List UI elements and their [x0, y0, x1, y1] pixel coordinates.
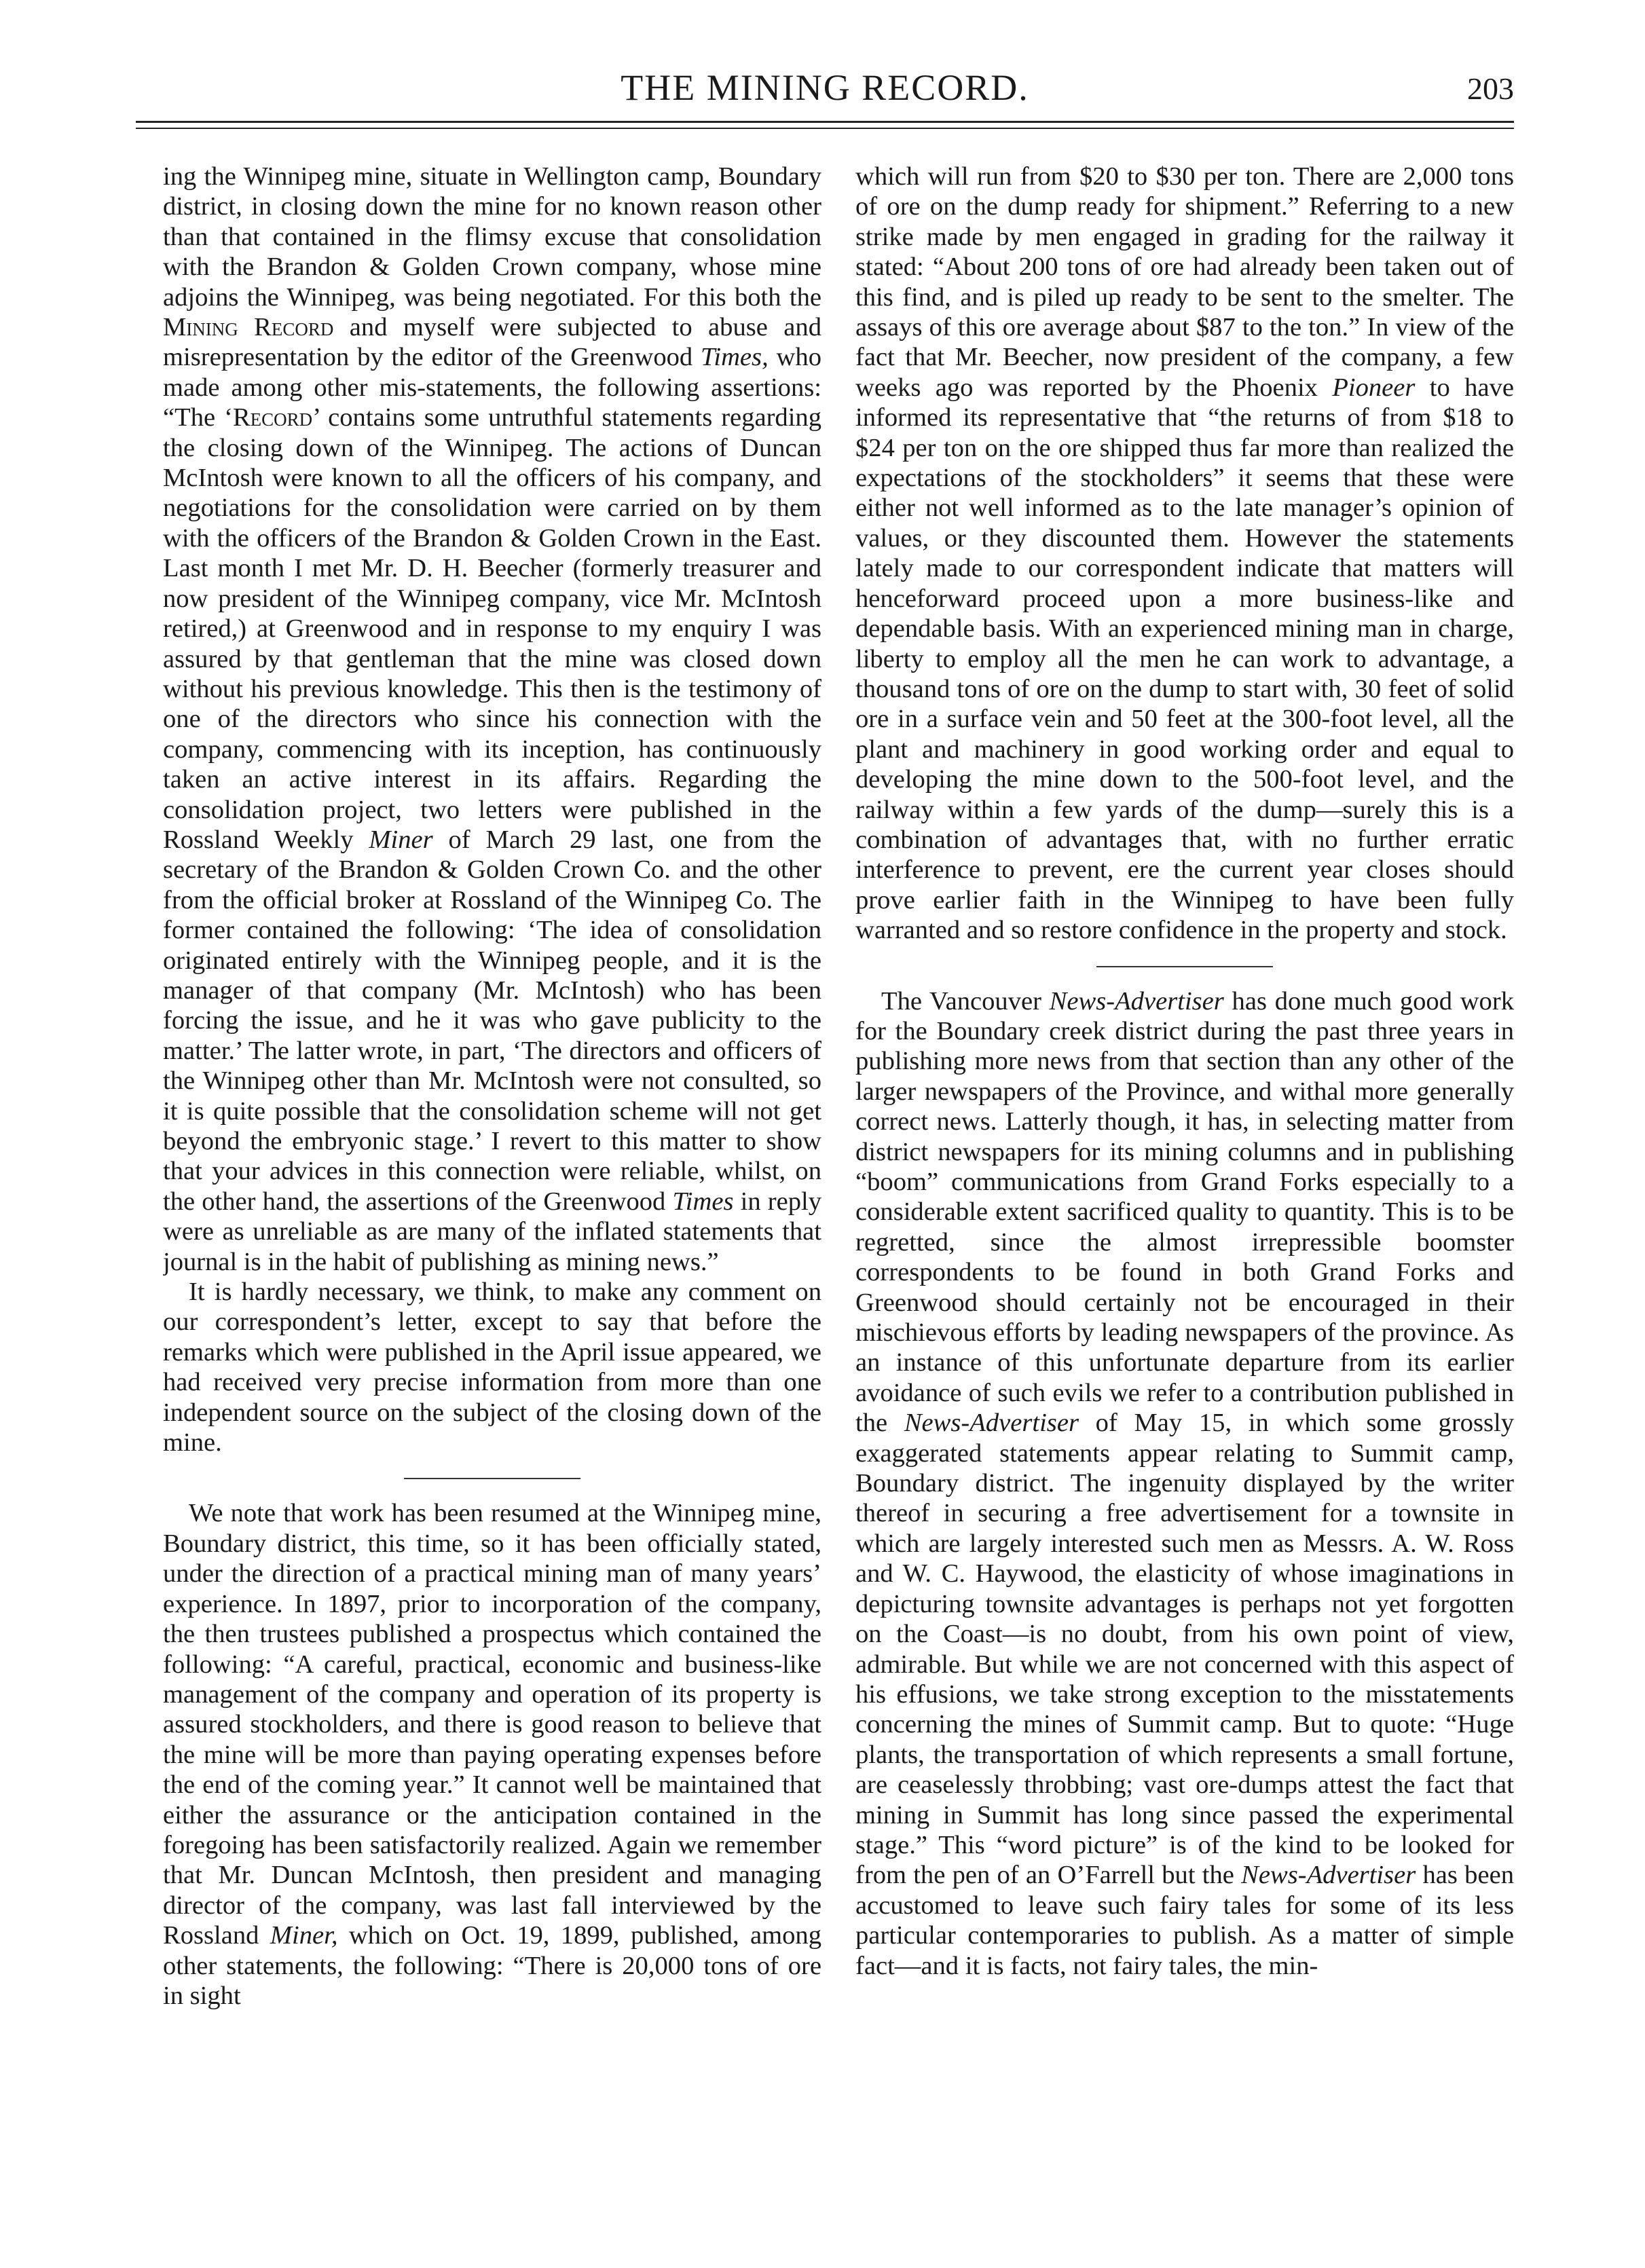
section-divider — [1096, 966, 1273, 967]
paragraph-news-advertiser: The Vancouver News-Advertiser has done much good work for the Boundary creek district during the past three years in publishing more news from that section than any other of the larger newspapers of the Province, and withal more generally correct news. Latterly though, it has, in selecting matter from district newspapers for its mining columns and in publishing “boom” communications from Grand Forks especially to a considerable extent sacrificed quality to quantity. This is to be regretted, since the almost irrepressible boomster correspondents to be found in both Grand Forks and Greenwood should certainly not be encouraged in their mischievous efforts by leading newspapers of the province. As an instance of this unfortunate departure from its earlier avoidance of such evils we refer to a contribution published in the News-Advertiser of May 15, in which some grossly exaggerated statements appear relating to Summit camp, Boundary district. The ingenuity displayed by the writer thereof in securing a free advertisement for a townsite in which are largely interested such men as Messrs. A. W. Ross and W. C. Haywood, the elasticity of whose imaginations in depicturing townsite advantages is perhaps not yet forgotten on the Coast—is no doubt, from his own point of view, admirable. But while we are not concerned with this aspect of his effusions, we take strong exception to the misstatements concerning the mines of Summit camp. But to quote: “Huge plants, the transportation of which represents a small fortune, are ceaselessly throbbing; vast ore-dumps attest the fact that mining in Summit has long since passed the experimental stage.” This “word picture” is of the kind to be looked for from the pen of an O’Farrell but the News-Advertiser has been accustomed to leave such fairy tales for some of its less particular contemporaries to publish. As a matter of simple fact—and it is facts, not fairy tales, the min- — [855, 986, 1514, 1980]
paragraph-work-resumed: We note that work has been resumed at the Winnipeg mine, Boundary district, this time, so it has been officially stated, under the direction of a practical mining man of many years’ experience. In 1897, prior to incorporation of the company, the then trustees published a prospectus which contained the following: “A careful, practical, economic and business-like management of the company and operation of its property is assured stockholders, and there is good reason to believe that the mine will be more than paying operating expenses before the end of the coming year.” It cannot well be maintained that either the assurance or the anticipation contained in the foregoing has been satisfactorily realized. Again we remember that Mr. Duncan McIntosh, then president and managing director of the company, was last fall interviewed by the Rossland Miner, which on Oct. 19, 1899, published, among other statements, the following: “There is 20,000 tons of ore in sight — [163, 1499, 821, 2010]
page-number: 203 — [1467, 71, 1514, 106]
paragraph-winnipeg-letter: ing the Winnipeg mine, situate in Wellington camp, Boundary district, in closing down the mine for no known reason other than that contained in the flimsy excuse that consolidation with the Brandon & Golden Crown company, whose mine adjoins the Winnipeg, was being negotiated. For this both the Mining Record and myself were subjected to abuse and misrepresentation by the editor of the Greenwood Times, who made among other mis-statements, the following assertions: “The ‘Record’ contains some untruthful statements regarding the closing down of the Winnipeg. The actions of Duncan McIntosh were known to all the officers of his company, and negotiations for the consolidation were carried on by them with the officers of the Brandon & Golden Crown in the East. Last month I met Mr. D. H. Beecher (formerly treasurer and now president of the Winnipeg company, vice Mr. McIntosh retired,) at Greenwood and in response to my enquiry I was assured by that gentleman that the mine was closed down without his previous knowledge. This then is the testimony of one of the directors who since his connection with the company, commencing with its inception, has continuously taken an active interest in its affairs. Regarding the consolidation project, two letters were published in the Rossland Weekly Miner of March 29 last, one from the secretary of the Brandon & Golden Crown Co. and the other from the official broker at Rossland of the Winnipeg Co. The former contained the following: ‘The idea of consolidation originated entirely with the Winnipeg people, and it is the manager of that company (Mr. McIntosh) who has been forcing the issue, and he it was who gave publicity to the matter.’ The latter wrote, in part, ‘The directors and officers of the Winnipeg other than Mr. McIntosh were not consulted, so it is quite possible that the consolidation scheme will not get beyond the embryonic stage.’ I revert to this matter to show that your advices in this connection were reliable, whilst, on the other hand, the assertions of the Greenwood Times in reply were as unreliable as are many of the inflated statements that journal is in the habit of publishing as mining news.” — [163, 162, 821, 1276]
header-rule — [136, 121, 1514, 129]
running-head: THE MINING RECORD. — [621, 67, 1029, 108]
page-header — [136, 61, 1514, 115]
section-divider — [404, 1478, 580, 1479]
left-column — [163, 162, 821, 2198]
paragraph-editor-comment: It is hardly necessary, we think, to make any comment on our correspondent’s letter, except to say that before the remarks which were published in the April issue appeared, we had received very precise information from more than one independent source on the subject of the closing down of the mine. — [163, 1278, 821, 1457]
right-column — [855, 162, 1514, 2198]
paragraph-winnipeg-continued: which will run from $20 to $30 per ton. There are 2,000 tons of ore on the dump ready for shipment.” Referring to a new strike made by men engaged in grading for the railway it stated: “About 200 tons of ore had already been taken out of this find, and is piled up ready to be sent to the smelter. The assays of this ore average about $87 to the ton.” In view of the fact that Mr. Beecher, now president of the company, a few weeks ago was reported by the Phoenix Pioneer to have informed its representative that “the returns of from $18 to $24 per ton on the ore shipped thus far more than realized the expectations of the stockholders” it seems that these were either not well informed as to the late manager’s opinion of values, or they discounted them. However the statements lately made to our correspondent indicate that matters will henceforward proceed upon a more business-like and dependable basis. With an experienced mining man in charge, liberty to employ all the men he can work to advantage, a thousand tons of ore on the dump to start with, 30 feet of solid ore in a surface vein and 50 feet at the 300-foot level, all the plant and machinery in good working order and equal to developing the mine down to the 500-foot level, and the railway within a few yards of the dump—surely this is a combination of advantages that, with no further erratic interference to prevent, ere the current year closes should prove earlier faith in the Winnipeg to have been fully warranted and so restore confidence in the property and stock. — [855, 162, 1514, 945]
